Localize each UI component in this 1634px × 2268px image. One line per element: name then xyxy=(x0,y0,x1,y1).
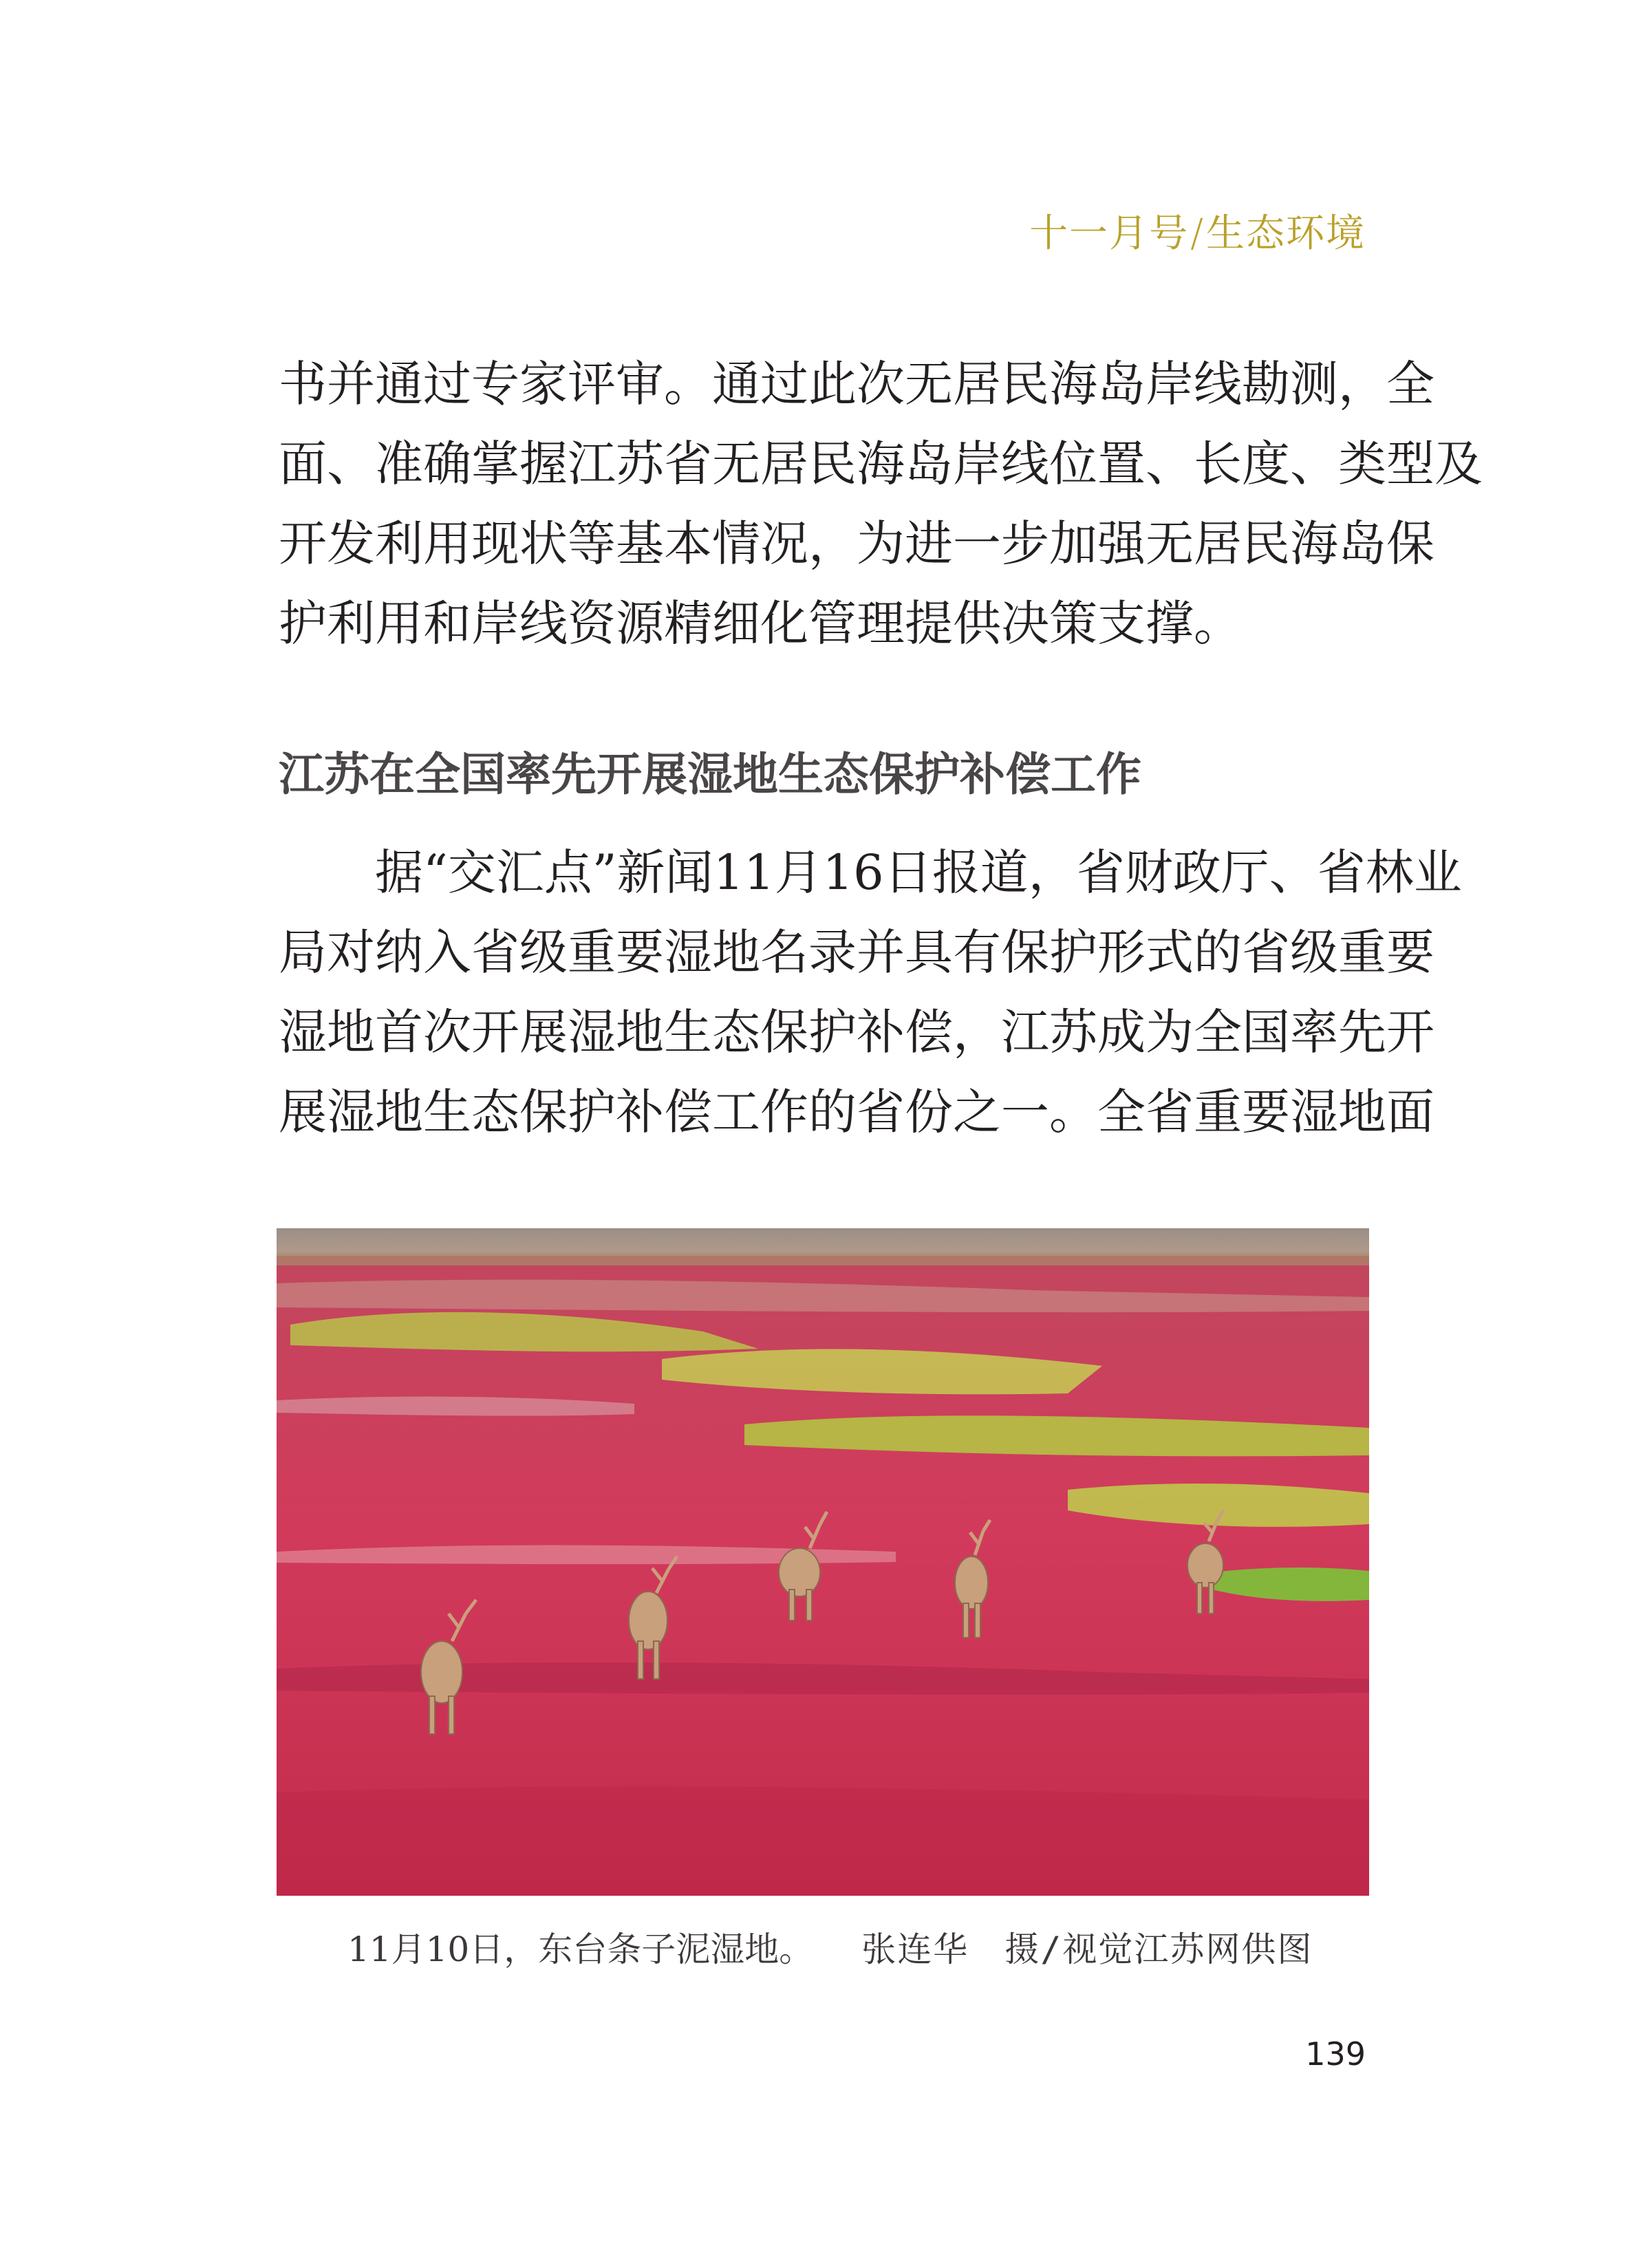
paragraph-line: 局对纳入省级重要湿地名录并具有保护形式的省级重要 xyxy=(279,924,1434,981)
paragraph-line: 展湿地生态保护补偿工作的省份之一。全省重要湿地面 xyxy=(279,1084,1434,1140)
wetland-illustration xyxy=(277,1228,1369,1896)
paragraph-line: 湿地首次开展湿地生态保护补偿，江苏成为全国率先开 xyxy=(279,1004,1434,1060)
section-heading: 江苏在全国率先开展湿地生态保护补偿工作 xyxy=(279,747,1141,801)
paragraph-line: 面、准确掌握江苏省无居民海岛岸线位置、长度、类型及 xyxy=(279,436,1483,492)
header-month: 十一月号 xyxy=(1029,211,1190,256)
wetland-photo xyxy=(277,1228,1369,1896)
continued-paragraph xyxy=(279,344,1483,663)
section-paragraph xyxy=(279,833,1462,1152)
header-separator: / xyxy=(1190,211,1205,256)
paragraph-line: 护利用和岸线资源精细化管理提供决策支撑。 xyxy=(279,595,1242,652)
page-number: 139 xyxy=(1305,2035,1366,2073)
photo-credit: 张连华 摄/视觉江苏网供图 xyxy=(861,1929,1313,1969)
photo-caption xyxy=(347,1925,1313,1973)
header-column: 生态环境 xyxy=(1206,211,1366,256)
caption-text: 11月10日，东台条子泥湿地。 xyxy=(347,1929,814,1969)
paragraph-line: 据“交汇点”新闻11月16日报道，省财政厅、省林业 xyxy=(279,844,1462,901)
paragraph-line: 开发利用现状等基本情况，为进一步加强无居民海岛保 xyxy=(279,515,1434,572)
paragraph-line: 书并通过专家评审。通过此次无居民海岛岸线勘测，全 xyxy=(279,356,1434,412)
running-header xyxy=(1029,206,1366,261)
